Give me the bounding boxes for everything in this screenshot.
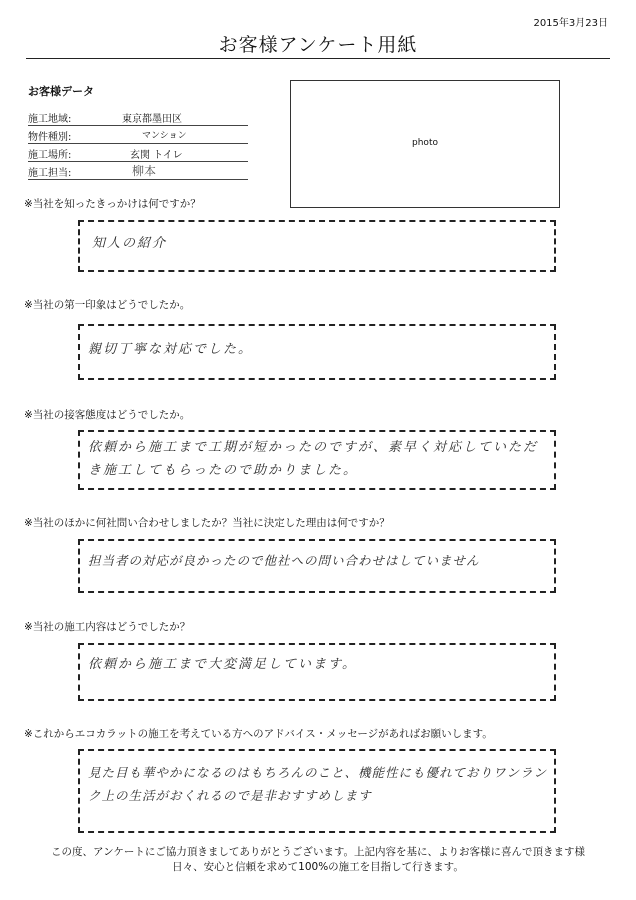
customer-data-heading: お客様データ [28, 85, 94, 98]
answer-3: 依頼から施工まで工期が短かったのですが、素早く対応していただき施工してもらったので助かりました。 [88, 440, 539, 478]
page-title: お客様アンケート用紙 [218, 34, 418, 56]
answer-box-6 [78, 749, 556, 833]
answer-1: 知人の紹介 [92, 236, 168, 251]
answer-box-5 [78, 643, 556, 701]
question-2: ※当社の第一印象はどうでしたか。 [24, 299, 191, 311]
property-type-value: マンション [142, 131, 187, 141]
answer-5: 依頼から施工まで大変満足しています。 [88, 657, 357, 672]
answer-box-4 [78, 539, 556, 593]
answer-box-1 [78, 220, 556, 272]
staff-row [28, 162, 248, 180]
photo-label: photo [412, 138, 438, 148]
area-row [28, 108, 248, 126]
location-value: 玄関 トイレ [130, 150, 183, 161]
question-3: ※当社の接客態度はどうでしたか。 [24, 409, 191, 421]
property-type-label: 物件種別: [28, 132, 72, 143]
answer-4: 担当者の対応が良かったので他社への問い合わせはしていません [88, 553, 480, 568]
question-5: ※当社の施工内容はどうでしたか？ [24, 621, 191, 633]
location-label: 施工場所: [28, 150, 72, 161]
answer-6: 見た目も華やかになるのはもちろんのこと、機能性にも優れておりワンランク上の生活がおくれるので是非おすすめします [88, 765, 548, 803]
title-divider [26, 58, 610, 59]
property-type-row [28, 126, 248, 144]
answer-box-2 [78, 324, 556, 380]
photo-placeholder [290, 80, 560, 208]
area-value: 東京都墨田区 [122, 114, 182, 125]
area-label: 施工地域: [28, 114, 72, 125]
footer-line-2: 日々、安心と信頼を求めて100%の施工を目指して行きます。 [172, 861, 464, 873]
answer-box-3 [78, 430, 556, 490]
answer-2: 親切丁寧な対応でした。 [88, 342, 254, 357]
question-4: ※当社のほかに何社問い合わせしましたか？当社に決定した理由は何ですか？ [24, 517, 390, 529]
staff-value: 柳本 [132, 164, 157, 178]
question-6: ※これからエコカラットの施工を考えている方へのアドバイス・メッセージがあればお願いします。 [24, 728, 493, 740]
footer-line-1: この度、アンケートにご協力頂きましてありがとうございます。上記内容を基に、よりお客様に喜んで頂きます様 [50, 846, 586, 858]
question-1: ※当社を知ったきっかけは何ですか？ [24, 198, 201, 210]
staff-label: 施工担当: [28, 168, 72, 179]
location-row [28, 144, 248, 162]
survey-date: 2015年3月23日 [533, 18, 608, 29]
